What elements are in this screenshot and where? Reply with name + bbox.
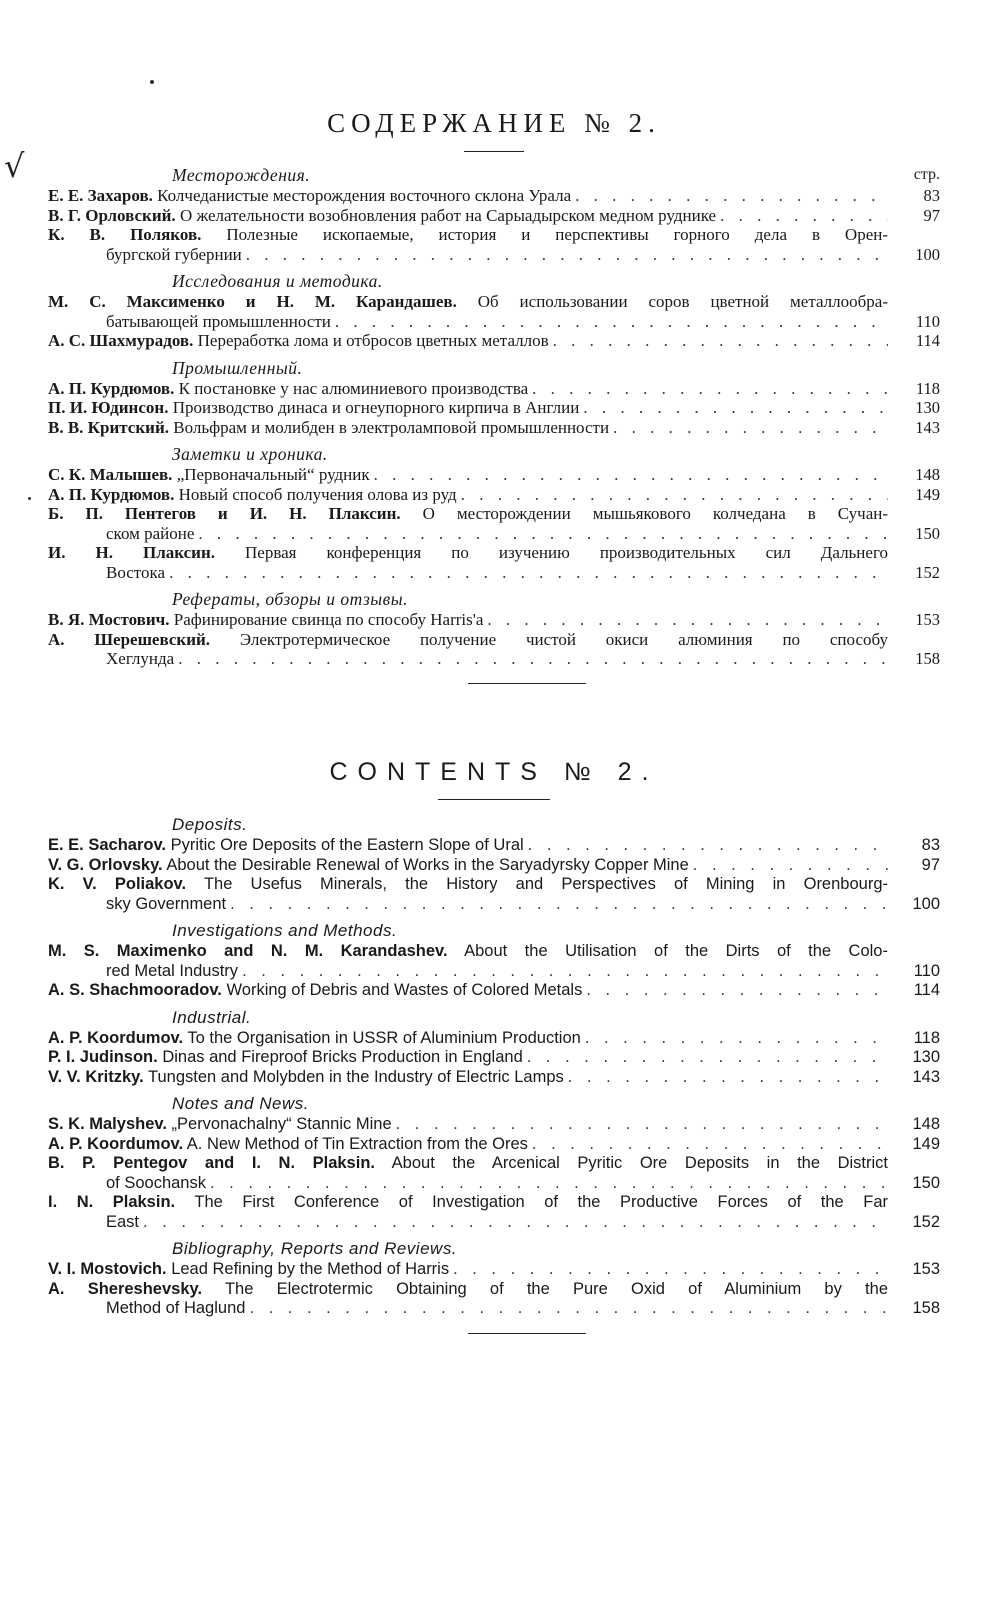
russian-title: СОДЕРЖАНИЕ № 2. bbox=[327, 108, 661, 138]
entry-page-number: 114 bbox=[913, 981, 940, 999]
entry-line-text bbox=[48, 504, 888, 523]
toc-entry bbox=[48, 1135, 940, 1155]
entry-line-text bbox=[106, 1213, 139, 1233]
dot-leader bbox=[532, 379, 888, 399]
entry-line-text bbox=[48, 331, 549, 351]
entry-title-text: of Soochansk bbox=[106, 1173, 206, 1192]
entry-line bbox=[48, 1174, 940, 1194]
dot-leader bbox=[568, 1068, 888, 1088]
entry-line-text bbox=[48, 398, 579, 418]
toc-entry bbox=[48, 981, 940, 1001]
category-heading: Bibliography, Reports and Reviews. bbox=[172, 1239, 458, 1258]
dot-leader bbox=[198, 524, 888, 544]
entry-author: A. Shereshevsky. bbox=[48, 1279, 203, 1298]
entry-line-text bbox=[48, 610, 483, 630]
entry-author: A. S. Shachmooradov. bbox=[48, 981, 222, 999]
entry-line bbox=[48, 1280, 940, 1300]
entry-page-number: 110 bbox=[913, 961, 940, 980]
category-row bbox=[48, 443, 940, 465]
dot-leader bbox=[693, 856, 888, 876]
entry-page-number: 83 bbox=[923, 186, 940, 205]
entry-page-number: 153 bbox=[912, 1260, 940, 1278]
entry-author: P. I. Judinson. bbox=[48, 1048, 158, 1066]
section-gap bbox=[48, 351, 940, 355]
entry-line bbox=[48, 524, 940, 544]
entry-line bbox=[48, 1135, 940, 1155]
entry-line-text bbox=[48, 418, 609, 438]
entry-author: И. Н. Плаксин. bbox=[48, 543, 215, 562]
entry-author: I. N. Plaksin. bbox=[48, 1193, 176, 1211]
entry-line-text bbox=[106, 563, 165, 583]
category-heading: Исследования и методика. bbox=[172, 271, 383, 291]
entry-line-text bbox=[48, 1048, 523, 1068]
entry-page-number: 110 bbox=[915, 311, 940, 331]
entry-line bbox=[48, 312, 940, 332]
entry-page-number: 118 bbox=[913, 1028, 940, 1047]
entry-title-text: Востока bbox=[106, 562, 166, 582]
entry-line-text bbox=[48, 1154, 888, 1172]
title-divider bbox=[464, 151, 524, 152]
entry-title-text: Tungsten and Molybden in the Industry of Electric Lamps bbox=[148, 1067, 564, 1086]
entry-page-number: 149 bbox=[912, 1134, 940, 1153]
entry-author: К. В. Поляков. bbox=[48, 225, 202, 244]
category-row bbox=[48, 588, 940, 610]
category-heading: Промышленный. bbox=[172, 357, 303, 378]
entry-page-number: 158 bbox=[912, 1299, 940, 1317]
entry-line-text bbox=[48, 379, 528, 399]
entry-page-number: 118 bbox=[915, 378, 940, 398]
entry-line-text bbox=[48, 1260, 449, 1280]
entry-page-number: 130 bbox=[912, 1048, 940, 1066]
entry-title-text: Working of Debris and Wastes of Colored Metals bbox=[226, 981, 583, 999]
category-row bbox=[48, 1238, 940, 1260]
page-column-label: стр. bbox=[913, 166, 940, 183]
entry-line-text bbox=[48, 206, 716, 226]
dot-leader bbox=[249, 1299, 888, 1319]
category-row bbox=[48, 270, 940, 292]
section-end-divider bbox=[468, 1333, 586, 1334]
entry-line-text bbox=[48, 1135, 528, 1155]
entry-author: С. К. Малышев. bbox=[48, 465, 173, 484]
entry-line-text bbox=[106, 312, 331, 332]
entry-line bbox=[48, 418, 940, 438]
section-gap bbox=[48, 264, 940, 268]
entry-line bbox=[48, 1154, 940, 1174]
entry-line-text bbox=[106, 524, 194, 544]
entry-title-text: Pyritic Ore Deposits of the Eastern Slope of Ural bbox=[170, 836, 524, 854]
toc-entry bbox=[48, 206, 940, 226]
entry-line bbox=[48, 875, 940, 895]
entry-line-text bbox=[48, 225, 888, 244]
dot-leader bbox=[528, 836, 888, 856]
entry-author: П. И. Юдинсон. bbox=[48, 398, 169, 417]
entry-page-number: 100 bbox=[915, 244, 940, 264]
dot-leader bbox=[210, 1174, 888, 1194]
entry-line bbox=[48, 225, 940, 245]
toc-entry bbox=[48, 465, 940, 485]
handwritten-checkmark-icon: √ bbox=[4, 147, 25, 185]
dot-leader bbox=[335, 312, 888, 332]
entry-line bbox=[48, 1213, 940, 1233]
section-gap bbox=[48, 914, 940, 918]
entry-title-text: The Usefus Minerals, the History and Perspectives of Mining in Orenbourg- bbox=[203, 875, 888, 893]
entry-line-text bbox=[106, 1174, 206, 1194]
entry-line bbox=[48, 186, 940, 206]
dot-leader bbox=[720, 206, 888, 226]
entry-line-text bbox=[106, 649, 174, 669]
entry-title-text: Новый способ получения олова из руд bbox=[178, 484, 457, 504]
entry-author: S. K. Malyshev. bbox=[48, 1115, 167, 1133]
entry-title-text: Хеглунда bbox=[106, 649, 175, 668]
entry-line bbox=[48, 1048, 940, 1068]
entry-page-number: 83 bbox=[921, 836, 940, 854]
entry-author: А. П. Курдюмов. bbox=[48, 378, 175, 398]
entry-title-text: sky Government bbox=[106, 894, 227, 913]
entry-line bbox=[48, 379, 940, 399]
entry-line bbox=[48, 1029, 940, 1049]
entry-author: M. S. Maximenko and N. M. Karandashev. bbox=[48, 942, 448, 960]
toc-entry bbox=[48, 1115, 940, 1135]
entry-title-text: бургской губернии bbox=[106, 244, 242, 264]
category-row bbox=[48, 164, 940, 186]
entry-author: V. G. Orlovsky. bbox=[48, 855, 163, 874]
entry-line-text bbox=[106, 962, 238, 982]
entry-title-text: Method of Haglund bbox=[106, 1299, 246, 1317]
category-row bbox=[48, 357, 940, 379]
toc-entry bbox=[48, 225, 940, 264]
entry-page-number: 114 bbox=[915, 331, 940, 350]
section-gap bbox=[48, 669, 940, 673]
english-title: CONTENTS № 2. bbox=[329, 758, 659, 786]
entry-title-text: батывающей промышленности bbox=[106, 311, 331, 331]
english-contents bbox=[48, 758, 940, 1334]
entry-page-number: 143 bbox=[915, 417, 940, 437]
entry-author: V. I. Mostovich. bbox=[48, 1260, 167, 1278]
title-divider bbox=[438, 799, 550, 800]
entry-title-text: A. New Method of Tin Extraction from the Ores bbox=[186, 1134, 528, 1153]
entry-author: K. V. Poliakov. bbox=[48, 875, 187, 893]
entry-page-number: 149 bbox=[915, 484, 940, 504]
entry-title-text: Переработка лома и отбросов цветных металлов bbox=[197, 331, 549, 350]
entry-line bbox=[48, 856, 940, 876]
toc-entry bbox=[48, 1260, 940, 1280]
entry-title-text: Вольфрам и молибден в электроламповой промышленности bbox=[173, 417, 610, 437]
toc-entry bbox=[48, 331, 940, 351]
category-row bbox=[48, 920, 940, 942]
category-row bbox=[48, 1007, 940, 1029]
entry-title-text: Производство динаса и огнеупорного кирпича в Англии bbox=[172, 398, 580, 417]
dot-leader bbox=[613, 418, 888, 438]
category-heading: Notes and News. bbox=[172, 1094, 309, 1113]
dot-leader bbox=[242, 962, 888, 982]
entry-line bbox=[48, 543, 940, 563]
entry-title-text: The Electrotermic Obtaining of the Pure Oxid of Aluminium by the bbox=[224, 1279, 888, 1298]
entry-line-text bbox=[48, 465, 370, 485]
entry-title-text: Колчеданистые месторождения восточного склона Урала bbox=[157, 186, 572, 205]
entry-title-text: Первая конференция по изучению производительных сил Дальнего bbox=[245, 543, 889, 562]
entry-title-text: „Pervonachalny“ Stannic Mine bbox=[171, 1115, 392, 1133]
entry-author: В. Г. Орловский. bbox=[48, 205, 176, 225]
entry-title-text: red Metal Industry bbox=[106, 961, 239, 980]
section-gap bbox=[48, 582, 940, 586]
entry-line bbox=[48, 398, 940, 418]
dot-leader bbox=[169, 563, 888, 583]
section-gap bbox=[48, 1087, 940, 1091]
toc-entry bbox=[48, 418, 940, 438]
entry-page-number: 153 bbox=[915, 610, 940, 629]
toc-entry bbox=[48, 1029, 940, 1049]
ink-speck bbox=[28, 497, 31, 500]
entry-title-text: Об использовании соров цветной металлообра- bbox=[477, 292, 888, 311]
dot-leader bbox=[586, 981, 888, 1001]
toc-entry bbox=[48, 856, 940, 876]
entry-line-text bbox=[48, 1193, 888, 1211]
entry-line bbox=[48, 504, 940, 524]
entry-page-number: 152 bbox=[912, 1212, 940, 1231]
section-gap bbox=[48, 1001, 940, 1005]
entry-line-text bbox=[48, 543, 888, 562]
entry-page-number: 148 bbox=[915, 465, 940, 484]
toc-entry bbox=[48, 543, 940, 582]
entry-line bbox=[48, 1260, 940, 1280]
entry-line bbox=[48, 610, 940, 630]
entry-line-text bbox=[48, 186, 571, 206]
entry-line bbox=[48, 962, 940, 982]
category-row bbox=[48, 814, 940, 836]
entry-title-text: Lead Refining by the Method of Harris bbox=[171, 1260, 450, 1278]
entry-page-number: 150 bbox=[912, 1173, 940, 1192]
entry-title-text: О желательности возобновления работ на Сарыадырском медном руднике bbox=[179, 205, 717, 225]
toc-entry bbox=[48, 186, 940, 206]
toc-entry bbox=[48, 1068, 940, 1088]
dot-leader bbox=[374, 465, 888, 485]
dot-leader bbox=[246, 245, 888, 265]
entry-line bbox=[48, 563, 940, 583]
entry-title-text: About the Utilisation of the Dirts of the Colo- bbox=[464, 942, 888, 960]
toc-entry bbox=[48, 942, 940, 981]
entry-author: А. С. Шахмурадов. bbox=[48, 331, 194, 350]
entry-title-text: About the Desirable Renewal of Works in the Saryadyrsky Copper Mine bbox=[166, 855, 689, 874]
dot-leader bbox=[575, 186, 888, 206]
dot-leader bbox=[178, 649, 888, 669]
toc-entry bbox=[48, 292, 940, 331]
category-row bbox=[48, 1093, 940, 1115]
category-heading: Deposits. bbox=[172, 815, 248, 834]
entry-title-text: Dinas and Fireproof Bricks Production in England bbox=[162, 1048, 523, 1066]
entry-line-text bbox=[48, 856, 689, 876]
entry-title-text: К постановке у нас алюминиевого производства bbox=[178, 378, 529, 398]
entry-page-number: 97 bbox=[923, 205, 940, 225]
dot-leader bbox=[487, 610, 888, 630]
entry-line bbox=[48, 485, 940, 505]
toc-entry bbox=[48, 836, 940, 856]
dot-leader bbox=[453, 1260, 888, 1280]
entry-title-text: The First Conference of Investigation of the Productive Forces of the Far bbox=[194, 1193, 888, 1211]
entry-title-text: ском районе bbox=[106, 523, 195, 543]
category-heading: Заметки и хроника. bbox=[172, 444, 328, 464]
section-gap bbox=[48, 1232, 940, 1236]
entry-line bbox=[48, 331, 940, 351]
section-gap bbox=[48, 1319, 940, 1323]
entry-author: A. P. Koordumov. bbox=[48, 1134, 184, 1153]
dot-leader bbox=[230, 895, 888, 915]
entry-line bbox=[48, 895, 940, 915]
entry-line-text bbox=[106, 1299, 245, 1319]
entry-page-number: 130 bbox=[915, 398, 940, 417]
russian-contents bbox=[48, 108, 940, 684]
entry-author: А. Шерешевский. bbox=[48, 629, 211, 649]
toc-entry bbox=[48, 1193, 940, 1232]
entry-line-text bbox=[106, 895, 226, 915]
entry-line bbox=[48, 245, 940, 265]
entry-line-text bbox=[48, 1280, 888, 1298]
entry-author: В. В. Критский. bbox=[48, 417, 169, 437]
ink-speck bbox=[150, 80, 154, 84]
entry-line bbox=[48, 206, 940, 226]
entry-author: М. С. Максименко и Н. М. Карандашев. bbox=[48, 292, 457, 311]
english-sections bbox=[48, 814, 940, 1323]
entry-line-text bbox=[48, 292, 888, 311]
entry-line-text bbox=[48, 836, 524, 856]
entry-line-text bbox=[48, 1068, 564, 1088]
category-heading: Месторождения. bbox=[172, 165, 311, 185]
toc-entry bbox=[48, 398, 940, 418]
category-heading: Industrial. bbox=[172, 1007, 252, 1027]
entry-author: B. P. Pentegov and I. N. Plaksin. bbox=[48, 1154, 375, 1172]
category-heading: Investigations and Methods. bbox=[172, 921, 398, 940]
toc-entry bbox=[48, 630, 940, 669]
entry-line-text bbox=[48, 1029, 581, 1049]
toc-entry bbox=[48, 875, 940, 914]
dot-leader bbox=[583, 398, 888, 418]
entry-title-text: About the Arcenical Pyritic Ore Deposits in the District bbox=[391, 1154, 888, 1172]
entry-line-text bbox=[48, 981, 582, 1001]
toc-entry bbox=[48, 485, 940, 505]
entry-author: В. Я. Мостович. bbox=[48, 610, 170, 629]
toc-entry bbox=[48, 610, 940, 630]
entry-title-text: О месторождении мышьякового колчедана в Сучан- bbox=[422, 504, 889, 523]
toc-entry bbox=[48, 1154, 940, 1193]
entry-line bbox=[48, 942, 940, 962]
entry-line bbox=[48, 649, 940, 669]
toc-entry bbox=[48, 1048, 940, 1068]
entry-author: A. P. Koordumov. bbox=[48, 1028, 184, 1047]
entry-line-text bbox=[48, 942, 888, 960]
entry-title-text: Электротермическое получение чистой окиси алюминия по способу bbox=[239, 629, 888, 649]
entry-title-text: East bbox=[106, 1212, 140, 1231]
entry-line bbox=[48, 1193, 940, 1213]
entry-page-number: 158 bbox=[915, 649, 940, 668]
entry-line bbox=[48, 981, 940, 1001]
section-end-divider bbox=[468, 683, 586, 684]
entry-author: А. П. Курдюмов. bbox=[48, 484, 175, 504]
entry-page-number: 150 bbox=[915, 523, 940, 543]
entry-line-text bbox=[48, 875, 888, 893]
entry-line bbox=[48, 292, 940, 312]
entry-line-text bbox=[106, 245, 242, 265]
dot-leader bbox=[532, 1135, 888, 1155]
entry-title-text: „Первоначальный“ рудник bbox=[176, 465, 370, 484]
category-heading: Рефераты, обзоры и отзывы. bbox=[172, 589, 408, 609]
dot-leader bbox=[396, 1115, 888, 1135]
toc-entry bbox=[48, 504, 940, 543]
entry-line-text bbox=[48, 630, 888, 649]
entry-line bbox=[48, 1068, 940, 1088]
dot-leader bbox=[461, 485, 888, 505]
dot-leader bbox=[553, 331, 888, 351]
entry-line-text bbox=[48, 485, 457, 505]
entry-page-number: 97 bbox=[921, 855, 940, 874]
entry-author: V. V. Kritzky. bbox=[48, 1067, 144, 1086]
entry-author: Е. Е. Захаров. bbox=[48, 186, 153, 205]
toc-entry bbox=[48, 1280, 940, 1319]
entry-line-text bbox=[48, 1115, 392, 1135]
entry-title-text: To the Organisation in USSR of Aluminium Production bbox=[187, 1028, 581, 1047]
dot-leader bbox=[585, 1029, 888, 1049]
entry-page-number: 148 bbox=[912, 1115, 940, 1133]
entry-title-text: Полезные ископаемые, история и перспективы горного дела в Орен- bbox=[226, 225, 889, 244]
toc-entry bbox=[48, 379, 940, 399]
russian-sections bbox=[48, 164, 940, 673]
entry-title-text: Рафинирование свинца по способу Harris'а bbox=[173, 610, 484, 629]
entry-author: E. E. Sacharov. bbox=[48, 836, 166, 854]
entry-page-number: 100 bbox=[912, 894, 940, 913]
entry-author: Б. П. Пентегов и И. Н. Плаксин. bbox=[48, 504, 401, 523]
entry-line bbox=[48, 630, 940, 650]
entry-line bbox=[48, 836, 940, 856]
entry-line bbox=[48, 465, 940, 485]
dot-leader bbox=[527, 1048, 888, 1068]
entry-line bbox=[48, 1115, 940, 1135]
entry-line bbox=[48, 1299, 940, 1319]
dot-leader bbox=[143, 1213, 888, 1233]
entry-page-number: 152 bbox=[915, 562, 940, 582]
entry-page-number: 143 bbox=[912, 1067, 940, 1086]
section-gap bbox=[48, 437, 940, 441]
